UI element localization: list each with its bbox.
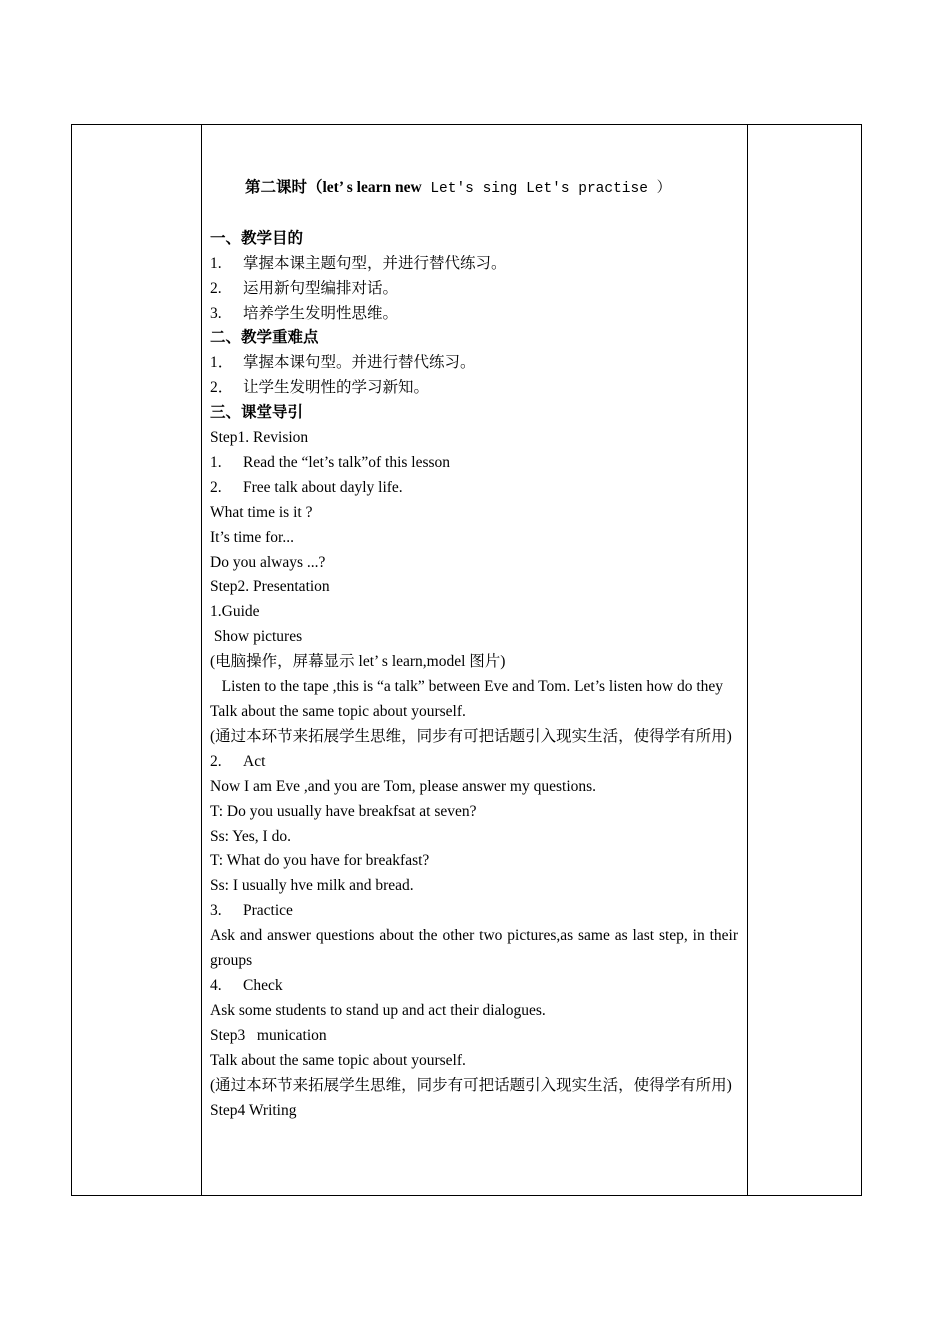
lesson-title [210, 176, 738, 202]
question-line: What time is it ? [210, 503, 313, 521]
list-item: 2. 运用新句型编排对话。 [210, 279, 399, 297]
lesson-content [210, 176, 746, 1123]
column-divider-right [747, 125, 748, 1195]
dialogue-line: Ss: I usually hve milk and bread. [210, 877, 414, 895]
computer-note: (电脑操作，屏幕显示 let’ s learn,model 图片) [210, 653, 506, 671]
dialogue-line: Now I am Eve ,and you are Tom, please answer my questions. [210, 777, 597, 795]
dialogue-line: T: Do you usually have breakfsat at seven? [210, 802, 477, 820]
check-heading: 4. Check [210, 976, 283, 994]
talk-line: Talk about the same topic about yourself. [210, 703, 466, 721]
title-mono-text: Let′s sing Let′s practise ） [421, 181, 672, 197]
section-heading-class-guide: 三、课堂导引 [210, 404, 304, 422]
check-line: Ask some students to stand up and act their dialogues. [210, 1001, 546, 1019]
step3-heading: Step3 munication [210, 1026, 327, 1044]
dialogue-line: Ss: Yes, I do. [210, 827, 291, 845]
guide-line: 1.Guide [210, 603, 260, 621]
show-pictures-line: Show pictures [210, 628, 303, 646]
list-item: 2． 让学生发明性的学习新知。 [210, 379, 430, 397]
column-divider-left [201, 125, 202, 1195]
listen-paragraph: Listen to the tape ,this is “a talk” between Eve and Tom. Let’s listen how do they [210, 678, 724, 696]
note-paragraph: (通过本环节来拓展学生思维，同步有可把话题引入现实生活，使得学有所用) [210, 727, 732, 745]
practice-heading: 3. Practice [210, 902, 293, 920]
dialogue-line: T: What do you have for breakfast? [210, 852, 430, 870]
note-paragraph: (通过本环节来拓展学生思维，同步有可把话题引入现实生活，使得学有所用) [210, 1076, 732, 1094]
talk-line: Talk about the same topic about yourself. [210, 1051, 466, 1069]
practice-paragraph: Ask and answer questions about the other two pictures,as same as last step, in their groups [210, 927, 746, 970]
question-line: It’s time for... [210, 528, 294, 546]
question-line: Do you always ...? [210, 553, 326, 571]
step1-heading: Step1. Revision [210, 429, 309, 447]
section-heading-objectives: 一、教学目的 [210, 229, 304, 247]
step4-heading: Step4 Writing [210, 1101, 297, 1119]
list-item: 1． 掌握本课句型。并进行替代练习。 [210, 354, 476, 372]
title-bold-text: 第二课时（let’ s learn new [245, 179, 422, 196]
section-heading-key-points: 二、教学重难点 [210, 329, 319, 347]
list-item: 3. 培养学生发明性思维。 [210, 304, 399, 322]
step2-heading: Step2. Presentation [210, 578, 330, 596]
list-item: 2. Free talk about dayly life. [210, 478, 403, 496]
act-heading: 2. Act [210, 752, 266, 770]
list-item: 1. Read the “let’s talk”of this lesson [210, 453, 451, 471]
list-item: 1. 掌握本课主题句型，并进行替代练习。 [210, 254, 507, 272]
